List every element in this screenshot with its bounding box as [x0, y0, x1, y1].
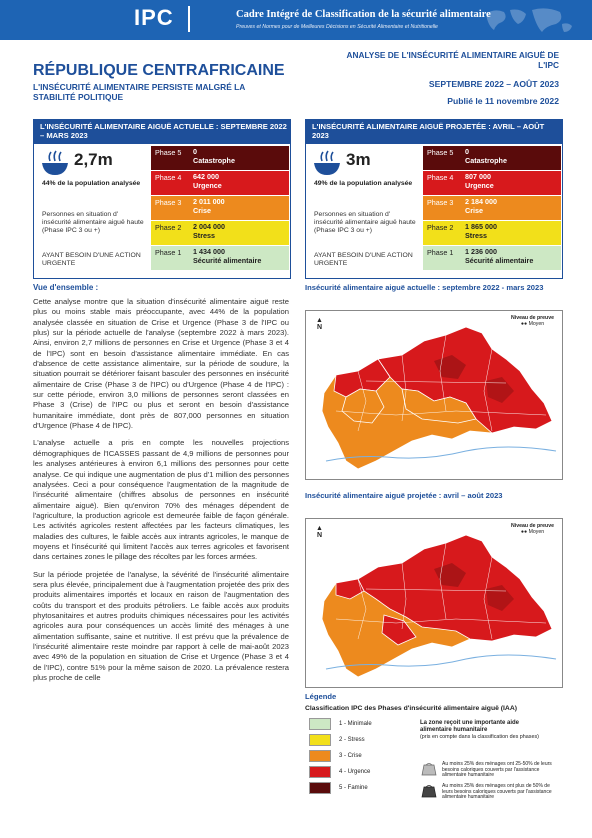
phase-row — [423, 221, 561, 245]
analysis-title: ANALYSE DE L'INSÉCURITÉ ALIMENTAIRE AIGUË DE L'IPC — [346, 50, 559, 70]
grain-sack-icon — [420, 762, 438, 776]
current-action: AYANT BESOIN D'UNE ACTION URGENTE — [42, 252, 141, 267]
phase-value: 0 Catastrophe — [461, 146, 561, 170]
phase-value: 2 184 000 Crise — [461, 196, 561, 220]
phase-row — [423, 246, 561, 270]
legend-swatch — [309, 782, 331, 794]
map-current-legend — [511, 315, 554, 327]
legend-item: 4 - Urgence — [309, 764, 372, 780]
map-projected-legend — [511, 523, 554, 535]
legend-assistance-note — [420, 720, 550, 740]
assistance-title: La zone reçoit une importante aide alimentaire humanitaire — [420, 720, 520, 733]
overview-paragraph: Cette analyse montre que la situation d'insécurité alimentaire aiguë reste plus ou moins stable mais préoccupante, avec 44% de la population analysée classée en situation de Crise et Urgence (Phase 3 de l'IPC ou plus) sur la période actuelle de l'analyse (septembre 2022 à mars 2023). Ainsi, environ 2,7 millions de personnes en Crise et Urgence (Phase 3 et 4 de l'IPC) sont en besoin d'assistance alimentaire immédiate. En cas d'absence de cette assistance alimentaire, sur la période de soudure, la situation pourrait se détériorer faisant basculer des personnes en insécurité alimentaire de Crise (Phase 3 de l'IPC) ou d'Urgence (Phase 4 de l'IPC) : sur cette période, environ 3,0 millions de personnes seront classées en Phase 3 (Crise) de l'IPC ou plus et seront en besoin d'assistance humanitaire immédiate, dont près de 807,000 personnes en situation d'Urgence (Phase 4 de l'IPC). — [33, 297, 289, 431]
car-map-current — [306, 311, 562, 479]
phase-value: 1 865 000 Stress — [461, 221, 561, 245]
overview-paragraph: Sur la période projetée de l'analyse, la sévérité de l'insécurité alimentaire sera plus élevée, principalement due à l'augmentation projetée des prix des produits alimentaires importés et locaux en raison de l'augmentation des coûts du transport et des produits pétroliers. Le faible accès aux produits phytosanitaires et autres produits chimiques nécessaires pour les activités agricoles aura pour conséquences un accès limité des ménages à une alimentation suffisante, saine et nutritive. Il est prévu que la prévalence de l'insécurité alimentaire reste moindre par rapport à celle de mai-août 2023 avec 49% de la population en situation de Crise et Urgence (Phase 3 et 4 de l'IPC), contre 51% pour la même saison de 2020. La prévalence restera plus proche de celle — [33, 569, 289, 683]
legend-value: ●● Moyen — [520, 529, 545, 535]
legend-item: 2 - Stress — [309, 732, 372, 748]
projected-percent: 49% de la population analysée — [314, 180, 413, 187]
phase-value: 1 236 000 Sécurité alimentaire — [461, 246, 561, 270]
header-tagline: Preuves et Normes pour de Meilleures Décisions en Sécurité Alimentaire et Nutritionelle — [236, 24, 438, 30]
food-bowl-icon — [312, 149, 342, 177]
phase-label: Phase 2 — [423, 221, 461, 245]
phase-label: Phase 1 — [151, 246, 189, 270]
legend-subtitle: Classification IPC des Phases d'insécurité alimentaire aiguë (IAA) — [305, 705, 518, 712]
phase-label: Phase 4 — [423, 171, 461, 195]
phase-row — [423, 171, 561, 195]
food-bowl-icon — [40, 149, 70, 177]
world-map-icon — [480, 4, 580, 36]
projected-summary-box — [305, 119, 563, 279]
map-projected — [305, 518, 563, 688]
phase-label: Phase 3 — [423, 196, 461, 220]
projected-description: Personnes en situation d' insécurité alimentaire aiguë haute (Phase IPC 3 ou +) — [314, 211, 416, 234]
legend-value: ●● Moyen — [520, 321, 545, 327]
country-title: RÉPUBLIQUE CENTRAFRICAINE — [33, 62, 285, 79]
phase-row — [423, 196, 561, 220]
grain-sack-icon — [420, 784, 438, 798]
phase-value: 2 004 000 Stress — [189, 221, 289, 245]
report-subtitle: L'INSÉCURITÉ ALIMENTAIRE PERSISTE MALGRÉ LA STABILITÉ POLITIQUE — [33, 82, 245, 102]
car-map-projected — [306, 519, 562, 687]
phase-label: Phase 1 — [423, 246, 461, 270]
legend-title: Niveau de preuve — [511, 315, 554, 321]
legend-swatch — [309, 718, 331, 730]
phase-value: 807 000 Urgence — [461, 171, 561, 195]
phase-row — [423, 146, 561, 170]
phase-value: 1 434 000 Sécurité alimentaire — [189, 246, 289, 270]
current-description: Personnes en situation d' insécurité alimentaire aiguë haute (Phase IPC 3 ou +) — [42, 211, 144, 234]
phase-label: Phase 2 — [151, 221, 189, 245]
current-total: 2,7m — [74, 150, 113, 169]
phase-row — [151, 196, 289, 220]
overview-title: Vue d'ensemble : — [33, 283, 99, 292]
phase-row — [151, 246, 289, 270]
phase-value: 642 000 Urgence — [189, 171, 289, 195]
legend-title: Niveau de preuve — [511, 523, 554, 529]
legend-phase-list — [309, 716, 372, 796]
phase-value: 2 011 000 Crise — [189, 196, 289, 220]
overview-paragraph: L'analyse actuelle a pris en compte les nouvelles projections démographiques de l'ICASSES passant de 4,9 millions de personnes pour les analyses antérieures à environ 6,1 millions des personnes pour cette analyse. Ce qui indique une augmentation de plus d'1 million des personnes analysées. Ceci a pour conséquence l'augmentation de la magnitude de l'insécurité alimentaire (chiffres absolus de personnes en insécurité alimentaire aiguë). Bien qu'environ 70% des ménages dépendent de l'agriculture, la production agricole est demeurée faible de façon générale. Les activités agricoles restent affectées par les facteurs climatiques, les maladies des cultures, le faible accès aux intrants agricoles, le manque de moyens et l'insécurité qui limitent l'accès aux terres agricoles et favorisent dans certaines zones le pillage des récoltes par les forces armées. — [33, 438, 290, 562]
phase-label: Phase 5 — [423, 146, 461, 170]
assistance-note: (pris en compte dans la classification des phases) — [420, 734, 539, 740]
legend-item: 3 - Crise — [309, 748, 372, 764]
phase-row — [151, 171, 289, 195]
projected-total: 3m — [346, 150, 371, 169]
legend-item: 5 - Famine — [309, 780, 372, 796]
analysis-period: SEPTEMBRE 2022 – AOÛT 2023 — [428, 79, 559, 89]
phase-row — [151, 146, 289, 170]
publication-date: Publié le 11 novembre 2022 — [447, 96, 559, 106]
ipc-logo: IPC — [134, 5, 174, 30]
header-band — [0, 0, 592, 40]
header-divider — [188, 6, 190, 32]
current-percent: 44% de la population analysée — [42, 180, 141, 187]
projected-action: AYANT BESOIN D'UNE ACTION URGENTE — [314, 252, 413, 267]
phase-label: Phase 5 — [151, 146, 189, 170]
legend-swatch — [309, 766, 331, 778]
projected-phase-table — [423, 146, 561, 271]
map-current — [305, 310, 563, 480]
legend-heading: Légende — [305, 692, 337, 701]
current-summary-box — [33, 119, 291, 279]
legend-item: 1 - Minimale — [309, 716, 372, 732]
legend-swatch — [309, 750, 331, 762]
phase-value: 0 Catastrophe — [189, 146, 289, 170]
current-box-header: L'INSÉCURITÉ ALIMENTAIRE AIGUË ACTUELLE : SEPTEMBRE 2022 – MARS 2023 — [34, 120, 290, 144]
projected-box-header: L'INSÉCURITÉ ALIMENTAIRE AIGUË PROJETÉE : AVRIL – AOÛT 2023 — [306, 120, 562, 144]
north-arrow-icon: ▲ N — [316, 525, 323, 539]
map-current-title: Insécurité alimentaire aiguë actuelle : septembre 2022 - mars 2023 — [305, 283, 544, 292]
phase-label: Phase 3 — [151, 196, 189, 220]
phase-label: Phase 4 — [151, 171, 189, 195]
legend-swatch — [309, 734, 331, 746]
phase-row — [151, 221, 289, 245]
current-phase-table — [151, 146, 289, 271]
map-projected-title: Insécurité alimentaire aiguë projetée : avril – août 2023 — [305, 491, 503, 500]
overview-text — [33, 297, 289, 690]
north-arrow-icon: ▲ N — [316, 317, 323, 331]
header-title: Cadre Intégré de Classification de la sécurité alimentaire — [236, 9, 491, 20]
